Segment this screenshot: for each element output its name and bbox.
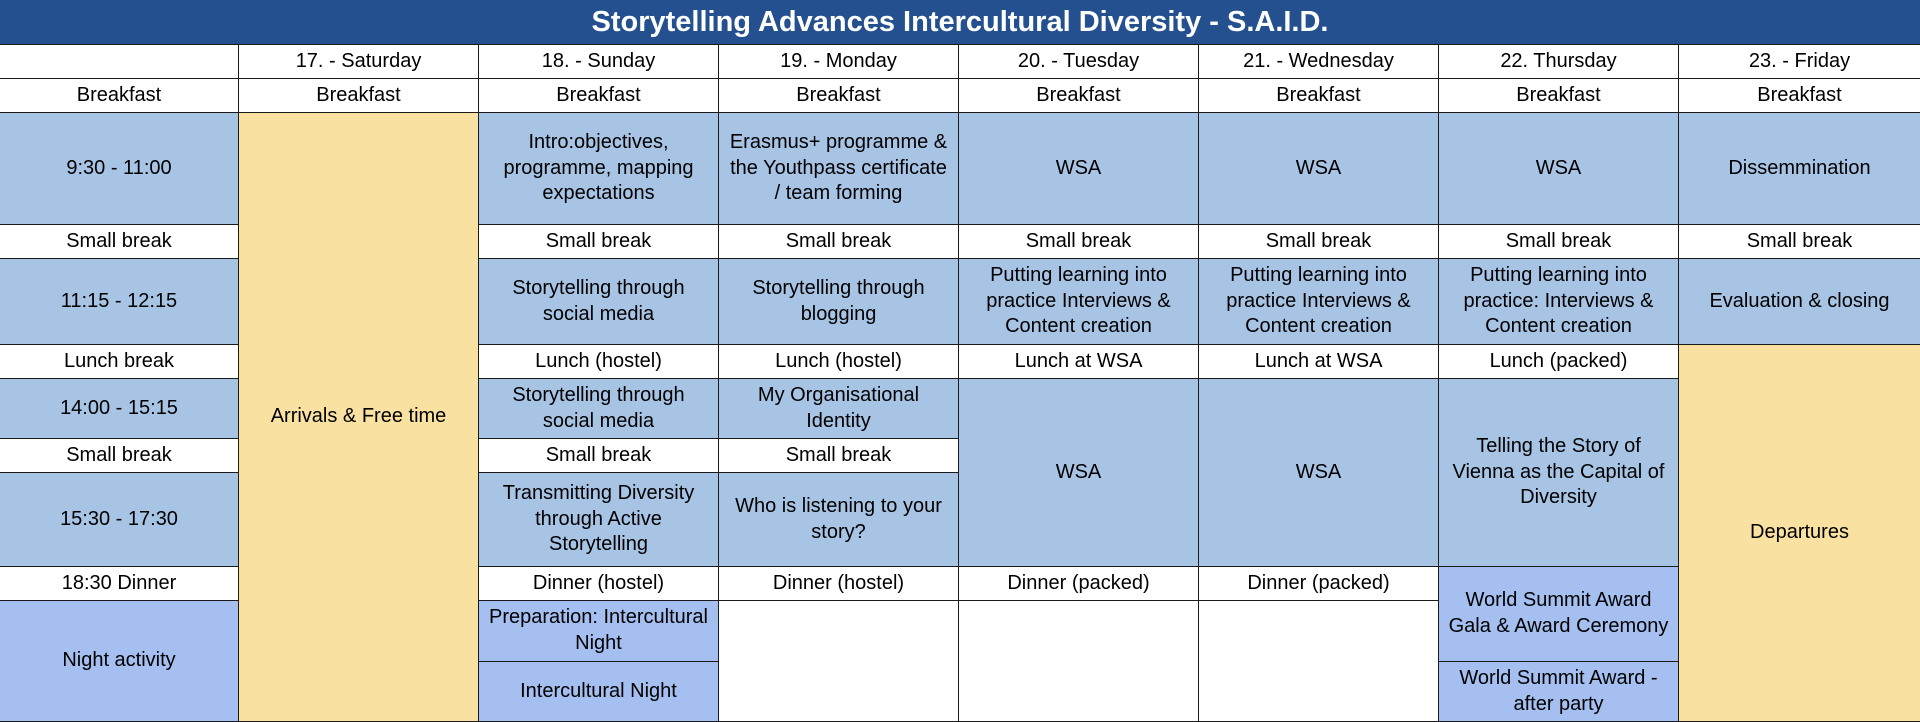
monday-dinner: Dinner (hostel) [719,567,959,601]
sunday-small-break-1: Small break [479,225,719,259]
time-lunch-break: Lunch break [0,345,239,379]
monday-afternoon-session-1: My Organisational Identity [719,379,959,439]
wednesday-morning-session: WSA [1199,113,1439,225]
time-morning-session: 9:30 - 11:00 [0,113,239,225]
header-corner [0,45,239,79]
time-breakfast: Breakfast [0,79,239,113]
monday-lunch: Lunch (hostel) [719,345,959,379]
sunday-afternoon-session-1: Storytelling through social media [479,379,719,439]
tuesday-small-break-1: Small break [959,225,1199,259]
friday-breakfast: Breakfast [1679,79,1920,113]
wednesday-small-break-1: Small break [1199,225,1439,259]
sunday-late-morning-session: Storytelling through social media [479,259,719,345]
friday-late-morning-session: Evaluation & closing [1679,259,1920,345]
time-small-break-1: Small break [0,225,239,259]
monday-breakfast: Breakfast [719,79,959,113]
thursday-small-break-1: Small break [1439,225,1679,259]
wednesday-afternoon-session: WSA [1199,379,1439,567]
header-day-sunday: 18. - Sunday [479,45,719,79]
sunday-lunch: Lunch (hostel) [479,345,719,379]
monday-small-break-1: Small break [719,225,959,259]
header-day-tuesday: 20. - Tuesday [959,45,1199,79]
thursday-late-morning-session: Putting learning into practice: Interviews & Content creation [1439,259,1679,345]
thursday-gala: World Summit Award Gala & Award Ceremony [1439,567,1679,662]
tuesday-lunch: Lunch at WSA [959,345,1199,379]
sunday-breakfast: Breakfast [479,79,719,113]
sunday-afternoon-session-2: Transmitting Diversity through Active Storytelling [479,473,719,567]
tuesday-late-morning-session: Putting learning into practice Interviews & Content creation [959,259,1199,345]
thursday-morning-session: WSA [1439,113,1679,225]
wednesday-late-morning-session: Putting learning into practice Interviews & Content creation [1199,259,1439,345]
time-night-activity: Night activity [0,601,239,722]
friday-small-break-1: Small break [1679,225,1920,259]
saturday-breakfast: Breakfast [239,79,479,113]
thursday-breakfast: Breakfast [1439,79,1679,113]
tuesday-night-empty [959,601,1199,722]
monday-afternoon-session-2: Who is listening to your story? [719,473,959,567]
sunday-small-break-2: Small break [479,439,719,473]
monday-small-break-2: Small break [719,439,959,473]
sunday-intercultural-night: Intercultural Night [479,662,719,722]
friday-morning-session: Dissemmination [1679,113,1920,225]
tuesday-morning-session: WSA [959,113,1199,225]
header-day-monday: 19. - Monday [719,45,959,79]
thursday-afternoon-session: Telling the Story of Vienna as the Capital of Diversity [1439,379,1679,567]
tuesday-dinner: Dinner (packed) [959,567,1199,601]
friday-departures: Departures [1679,345,1920,722]
time-small-break-2: Small break [0,439,239,473]
page-title: Storytelling Advances Intercultural Diversity - S.A.I.D. [0,0,1920,45]
time-afternoon-session-1: 14:00 - 15:15 [0,379,239,439]
time-dinner: 18:30 Dinner [0,567,239,601]
time-late-morning-session: 11:15 - 12:15 [0,259,239,345]
header-day-thursday: 22. Thursday [1439,45,1679,79]
header-day-wednesday: 21. - Wednesday [1199,45,1439,79]
wednesday-dinner: Dinner (packed) [1199,567,1439,601]
wednesday-lunch: Lunch at WSA [1199,345,1439,379]
schedule-table [0,45,1920,722]
monday-late-morning-session: Storytelling through blogging [719,259,959,345]
time-afternoon-session-2: 15:30 - 17:30 [0,473,239,567]
wednesday-breakfast: Breakfast [1199,79,1439,113]
monday-morning-session: Erasmus+ programme & the Youthpass certificate / team forming [719,113,959,225]
tuesday-breakfast: Breakfast [959,79,1199,113]
wednesday-night-empty [1199,601,1439,722]
thursday-lunch: Lunch (packed) [1439,345,1679,379]
header-day-saturday: 17. - Saturday [239,45,479,79]
header-day-friday: 23. - Friday [1679,45,1920,79]
monday-night-empty [719,601,959,722]
sunday-night-preparation: Preparation: Intercultural Night [479,601,719,662]
saturday-arrivals: Arrivals & Free time [239,113,479,722]
thursday-after-party: World Summit Award - after party [1439,662,1679,722]
sunday-morning-session: Intro:objectives, programme, mapping expectations [479,113,719,225]
tuesday-afternoon-session: WSA [959,379,1199,567]
sunday-dinner: Dinner (hostel) [479,567,719,601]
